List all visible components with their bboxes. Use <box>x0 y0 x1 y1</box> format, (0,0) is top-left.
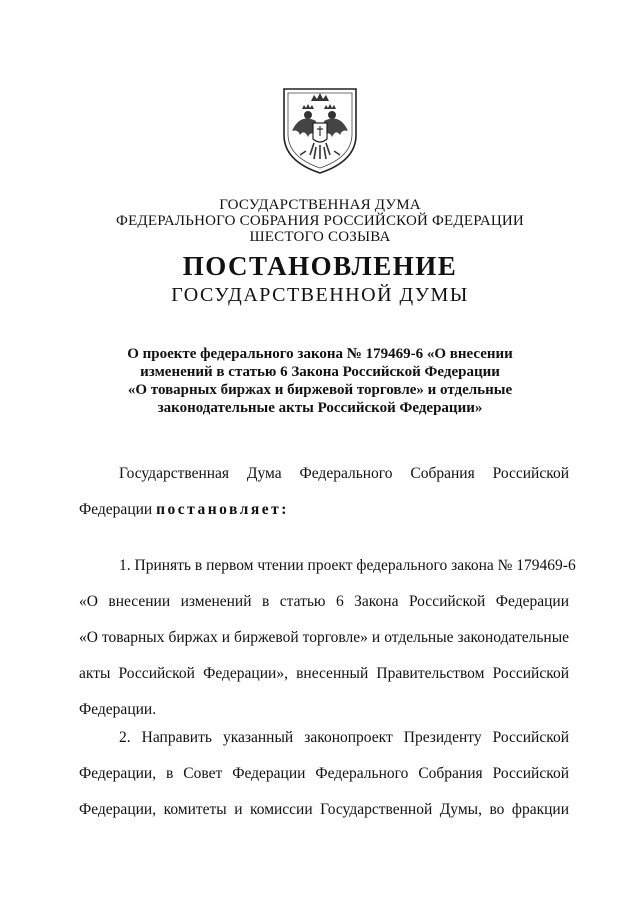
header-line-federal-assembly: ФЕДЕРАЛЬНОГО СОБРАНИЯ РОССИЙСКОЙ ФЕДЕРАЦИИ <box>116 213 524 229</box>
item-1-line: 1. Принять в первом чтении проект федерального закона № 179469-6 <box>119 557 576 574</box>
header-line-duma: ГОСУДАРСТВЕННАЯ ДУМА <box>219 197 421 213</box>
coat-of-arms-icon <box>278 83 362 175</box>
item-2-line: 2. Направить указанный законопроект Президенту Российской <box>119 729 569 746</box>
item-1 <box>79 548 576 728</box>
subject-line: О проекте федерального закона № 179469-6 «О внесении <box>127 346 513 362</box>
header-line-convocation: ШЕСТОГО СОЗЫВА <box>249 229 391 245</box>
preamble-line <box>79 492 569 528</box>
preamble <box>79 456 569 528</box>
item-1-line: «О внесении изменений в статью 6 Закона Российской Федерации <box>79 593 569 610</box>
item-1-line: акты Российской Федерации», внесенный Правительством Российской <box>79 665 569 682</box>
preamble-line: Государственная Дума Федерального Собрания Российской <box>119 465 569 482</box>
subject-line: изменений в статью 6 Закона Российской Федерации <box>140 364 500 380</box>
document-issuer-title: ГОСУДАРСТВЕННОЙ ДУМЫ <box>171 284 469 306</box>
decree-verb: постановляет: <box>156 501 289 518</box>
item-1-line: «О товарных биржах и биржевой торговле» и отдельные законодательные <box>79 629 569 646</box>
item-2-line: Федерации, комитеты и комиссии Государственной Думы, во фракции <box>79 801 569 818</box>
subject-line: законодательные акты Российской Федерации» <box>157 400 483 416</box>
item-2 <box>79 720 569 828</box>
item-2-line: Федерации, в Совет Федерации Федерального Собрания Российской <box>79 765 569 782</box>
document-type-title: ПОСТАНОВЛЕНИЕ <box>182 251 458 281</box>
subject-line: «О товарных биржах и биржевой торговле» и отдельные <box>127 382 513 398</box>
item-1-line: Федерации. <box>79 701 157 718</box>
preamble-text: Федерации <box>79 501 157 518</box>
